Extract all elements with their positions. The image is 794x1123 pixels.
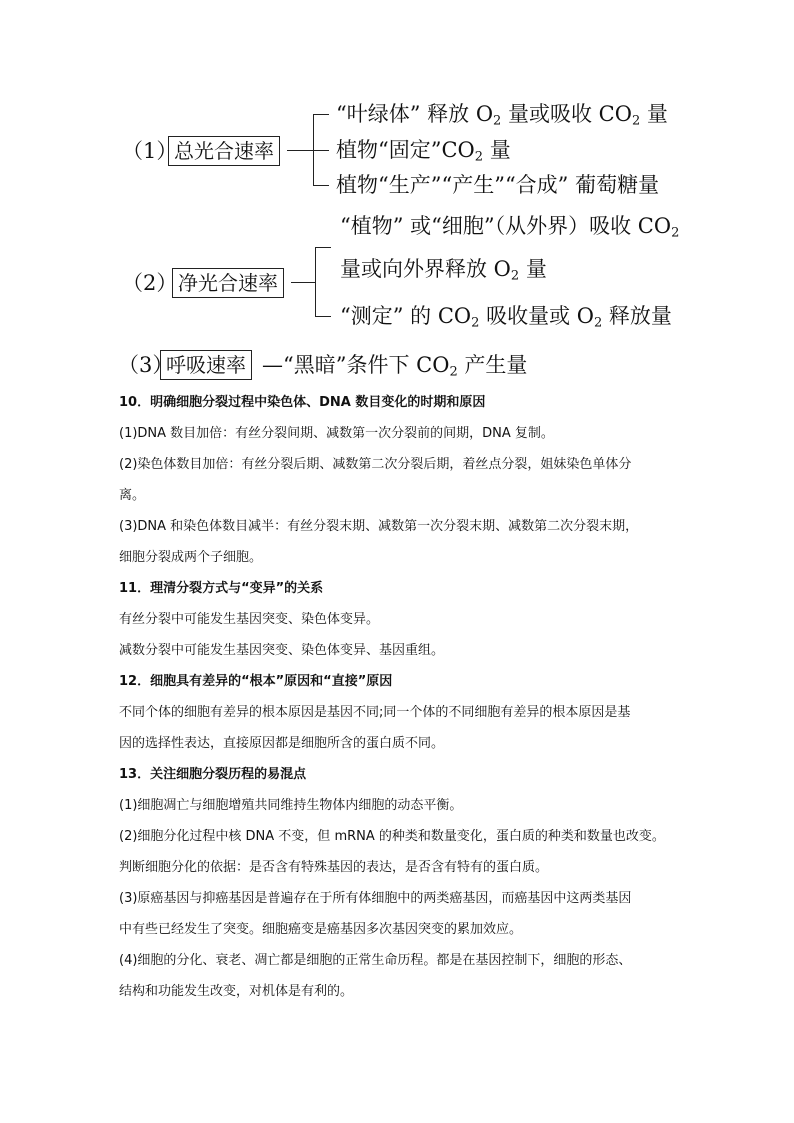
paragraph-line: (1)细胞凋亡与细胞增殖共同维持生物体内细胞的动态平衡。 bbox=[119, 798, 463, 813]
paragraph-line: 结构和功能发生改变，对机体是有利的。 bbox=[119, 984, 354, 999]
paragraph-line: (3)原癌基因与抑癌基因是普遍存在于所有体细胞中的两类癌基因，而癌基因中这两类基因 bbox=[119, 891, 632, 906]
paragraph-line: (2)染色体数目加倍：有丝分裂后期、减数第二次分裂后期，着丝点分裂，姐妹染色单体分 bbox=[119, 457, 632, 472]
bracket-tick bbox=[313, 150, 329, 151]
paragraph-line: 减数分裂中可能发生基因突变、染色体变异、基因重组。 bbox=[119, 643, 445, 658]
paragraph-line: 因的选择性表达，直接原因都是细胞所含的蛋白质不同。 bbox=[119, 736, 445, 751]
paragraph-line: 离。 bbox=[119, 488, 146, 503]
item-number-3: （3） bbox=[118, 353, 174, 377]
section-heading: 11．理清分裂方式与“变异”的关系 bbox=[119, 581, 324, 596]
section-heading: 10．明确细胞分裂过程中染色体、DNA 数目变化的时期和原因 bbox=[119, 395, 486, 410]
section-heading: 12．细胞具有差异的“根本”原因和“直接”原因 bbox=[119, 674, 393, 689]
paragraph-line: 不同个体的细胞有差异的根本原因是基因不同;同一个体的不同细胞有差异的根本原因是基 bbox=[119, 705, 631, 720]
paragraph-line: 有丝分裂中可能发生基因突变、染色体变异。 bbox=[119, 612, 380, 627]
paragraph-line: (4)细胞的分化、衰老、凋亡都是细胞的正常生命历程。都是在基因控制下，细胞的形态、 bbox=[119, 953, 632, 968]
connector-line bbox=[291, 282, 315, 283]
bracket-tick bbox=[315, 316, 331, 317]
paragraph-line: (1)DNA 数目加倍：有丝分裂间期、减数第一次分裂前的间期，DNA 复制。 bbox=[119, 426, 554, 441]
paragraph-line: (3)DNA 和染色体数目减半：有丝分裂末期、减数第一次分裂末期、减数第二次分裂末期， bbox=[119, 519, 639, 534]
definition-line: —“黑暗”条件下 $CO_2$ 产生量 bbox=[262, 353, 528, 380]
paragraph-line: 中有些已经发生了突变。细胞癌变是癌基因多次基因突变的累加效应。 bbox=[119, 922, 523, 937]
net-photosynthesis-rate-box: 净光合速率 bbox=[172, 268, 284, 298]
paragraph-line: 判断细胞分化的依据：是否含有特殊基因的表达，是否含有特有的蛋白质。 bbox=[119, 860, 549, 875]
definition-line: 植物“生产”“产生”“合成” 葡萄糖量 bbox=[336, 173, 660, 197]
respiration-rate-box: 呼吸速率 bbox=[160, 350, 252, 380]
item-number-1: （1） bbox=[122, 139, 178, 163]
connector-line bbox=[287, 150, 313, 151]
definition-line: 植物“固定$”CO_2$ 量 bbox=[336, 138, 511, 165]
definition-line: 量或向外界释放 $O_2$ 量 bbox=[340, 257, 547, 284]
bracket-tick bbox=[313, 114, 329, 115]
definition-line: “叶绿体” 释放 $O_2$ 量或吸收 $CO_2$ 量 bbox=[336, 102, 668, 129]
bracket-tick bbox=[315, 247, 331, 248]
section-heading: 13．关注细胞分裂历程的易混点 bbox=[119, 767, 307, 782]
paragraph-line: 细胞分裂成两个子细胞。 bbox=[119, 550, 263, 565]
total-photosynthesis-rate-box: 总光合速率 bbox=[168, 136, 280, 166]
definition-line: “测定” 的 $CO_2$ 吸收量或 $O_2$ 释放量 bbox=[340, 304, 672, 331]
paragraph-line: (2)细胞分化过程中核 DNA 不变，但 mRNA 的种类和数量变化，蛋白质的种类和数量也改变。 bbox=[119, 829, 665, 844]
bracket-tick bbox=[313, 185, 329, 186]
item-number-2: （2） bbox=[122, 271, 178, 295]
definition-line: “植物” 或“细胞”（从外界）吸收 $CO_2$ bbox=[340, 214, 680, 241]
bracket-line bbox=[315, 247, 316, 317]
